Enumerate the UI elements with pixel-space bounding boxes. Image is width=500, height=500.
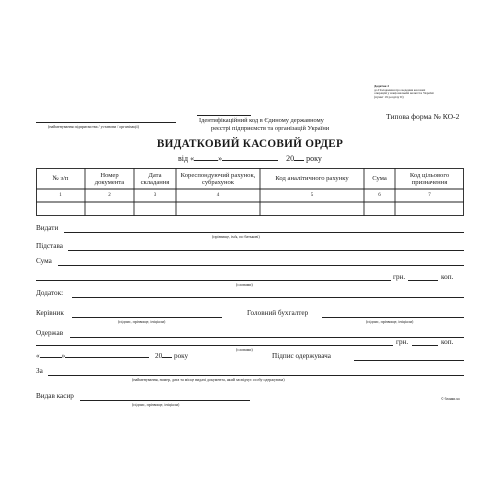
date-year-word: року bbox=[306, 154, 322, 163]
col-index-6: 6 bbox=[378, 193, 381, 198]
chief-accountant-signature-field[interactable] bbox=[322, 317, 464, 318]
appendix-line-2: до Положення про ведення касових bbox=[374, 87, 426, 92]
col-index-7: 7 bbox=[428, 193, 431, 198]
ident-caption-line-2: реєстрі підприємств та організацій України bbox=[211, 124, 330, 132]
col-header-analytic-code: Код аналітичного рахунку bbox=[275, 175, 349, 182]
col-header-number: № з/п bbox=[52, 175, 69, 182]
date-from-label: від « bbox=[178, 154, 195, 163]
col-header-document-number: Номер документа bbox=[94, 171, 125, 186]
col-index-2: 2 bbox=[108, 193, 111, 198]
suma-label: Сума bbox=[36, 257, 52, 265]
director-signature-field[interactable] bbox=[72, 317, 222, 318]
col-header-corresponding-account: Кореспондуючий рахунок, субрахунок bbox=[180, 171, 256, 186]
footer-mark: © бланки.ua bbox=[441, 397, 460, 401]
received-caption: (словами) bbox=[236, 347, 253, 352]
za-label: За bbox=[36, 367, 43, 375]
basis-field[interactable] bbox=[68, 250, 464, 251]
director-caption: (підпис, прізвище, ініціали) bbox=[118, 319, 166, 324]
vydaty-label: Видати bbox=[36, 224, 59, 232]
receipt-year-word: року bbox=[173, 352, 189, 360]
received-grn-label: грн. bbox=[396, 338, 409, 346]
recipient-signature-label: Підпис одержувача bbox=[272, 352, 331, 360]
amount-kop-label: коп. bbox=[441, 273, 454, 281]
received-words-field-2[interactable] bbox=[36, 345, 393, 346]
receipt-year-prefix: 20 bbox=[154, 352, 163, 360]
chief-accountant-label: Головний бухгалтер bbox=[247, 309, 309, 317]
amount-kop-field[interactable] bbox=[408, 280, 438, 281]
date-year-prefix: 20 bbox=[286, 154, 295, 163]
amount-words-field-1[interactable] bbox=[58, 265, 464, 266]
appendix-line-4: (пункт 19 розділу ІІ) bbox=[374, 94, 404, 99]
ident-caption-line-1: Ідентифікаційний код в Єдиному державному bbox=[199, 117, 324, 124]
page-title: ВИДАТКОВИЙ КАСОВИЙ ОРДЕР bbox=[156, 138, 344, 150]
col-index-3: 3 bbox=[153, 193, 157, 198]
amount-words-field-2[interactable] bbox=[36, 280, 391, 281]
receipt-date-day-field[interactable] bbox=[40, 357, 62, 358]
form-type: Типова форма № КО-2 bbox=[386, 112, 460, 121]
attachment-field[interactable] bbox=[72, 297, 464, 298]
kasyr-label: Видав касир bbox=[36, 392, 74, 400]
appendix-line-3: операцій у національній валюті в Україні bbox=[374, 91, 434, 96]
appendix-line-1: Додаток 2 bbox=[374, 84, 390, 88]
date-year-field[interactable] bbox=[294, 160, 304, 161]
dodatok-label: Додаток: bbox=[36, 289, 64, 297]
chief-accountant-caption: (підпис, прізвище, ініціали) bbox=[366, 319, 414, 324]
ident-code-caption bbox=[199, 117, 329, 132]
identity-document-caption: (найменування, номер, дата та місце видачі документа, який засвідчує особу одержувача) bbox=[132, 377, 285, 382]
col-header-date: Дата складання bbox=[140, 171, 170, 186]
oderzhav-label: Одержав bbox=[36, 329, 64, 337]
col-index-1: 1 bbox=[59, 193, 62, 198]
date-close-quote: » bbox=[218, 154, 223, 163]
order-date-line bbox=[178, 154, 322, 163]
date-month-field[interactable] bbox=[222, 160, 278, 161]
received-kop-label: коп. bbox=[441, 338, 454, 346]
amount-caption: (словами) bbox=[236, 282, 253, 287]
col-header-purpose-code: Код цільового призначення bbox=[409, 171, 450, 186]
received-kop-field[interactable] bbox=[412, 345, 438, 346]
cashier-signature-field[interactable] bbox=[80, 400, 250, 401]
ident-code-line[interactable] bbox=[197, 115, 251, 116]
identity-document-field[interactable] bbox=[48, 375, 464, 376]
date-day-field[interactable] bbox=[194, 160, 218, 161]
col-index-4: 4 bbox=[216, 193, 220, 198]
recipient-signature-field[interactable] bbox=[354, 360, 464, 361]
organization-name-line[interactable] bbox=[36, 122, 176, 123]
col-index-5: 5 bbox=[310, 193, 314, 198]
receipt-year-field[interactable] bbox=[162, 357, 172, 358]
table-row[interactable] bbox=[36, 203, 464, 216]
organization-caption: (найменування підприємства / установи / організації) bbox=[48, 124, 139, 129]
recipient-caption: (прізвище, ім'я, по батькові) bbox=[212, 234, 260, 239]
kerivnyk-label: Керівник bbox=[36, 309, 64, 317]
recipient-name-field[interactable] bbox=[64, 232, 464, 233]
amount-grn-label: грн. bbox=[393, 273, 406, 281]
cashier-caption: (підпис, прізвище, ініціали) bbox=[132, 402, 180, 407]
receipt-date-line bbox=[36, 352, 188, 360]
appendix-note bbox=[374, 85, 464, 99]
pidstava-label: Підстава bbox=[36, 242, 63, 250]
receipt-date-close: » bbox=[61, 352, 66, 360]
col-header-amount: Сума bbox=[372, 175, 387, 182]
receipt-date-month-field[interactable] bbox=[65, 357, 149, 358]
receipt-date-open: « bbox=[36, 352, 40, 360]
